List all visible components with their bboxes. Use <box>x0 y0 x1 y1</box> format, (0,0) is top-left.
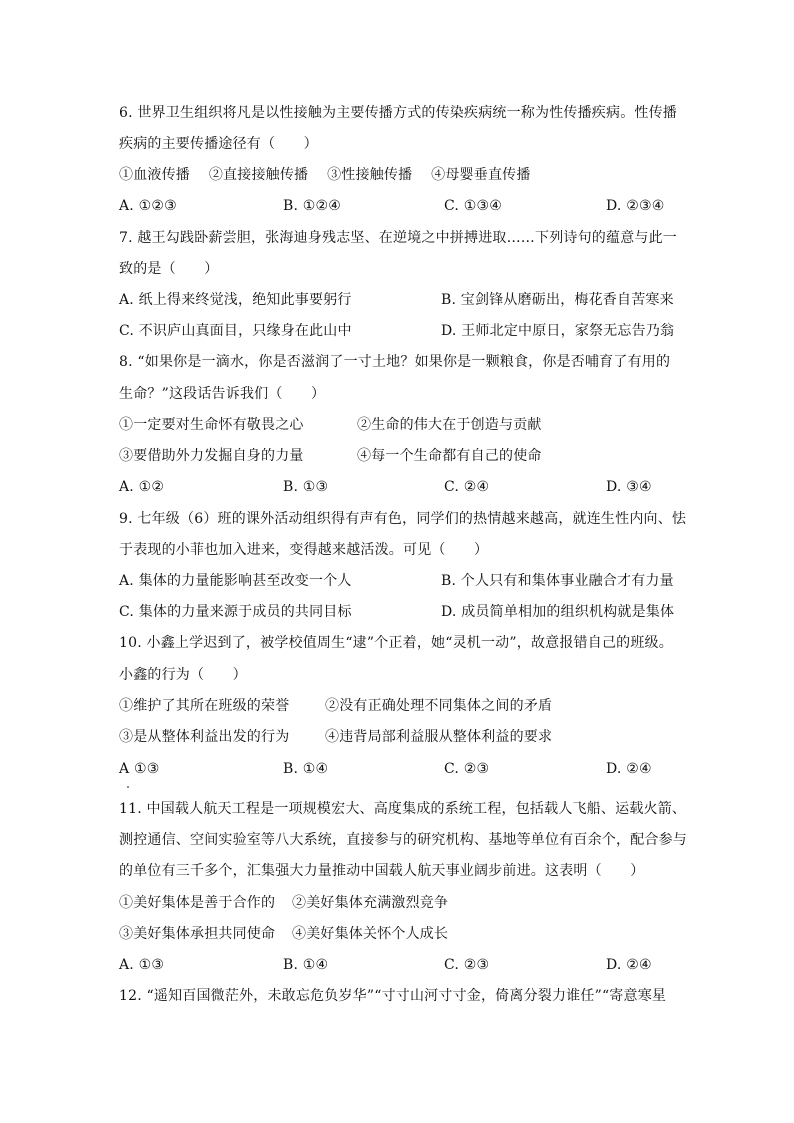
q10-stem-line1: 10. 小鑫上学迟到了，被学校值周生“逮”个正着，她“灵机一动”，故意报错自己的班级。 <box>119 635 673 651</box>
q9-option-b: B. 个人只有和集体事业融合才有力量 <box>441 573 674 589</box>
q10-item-3: ③是从整体利益出发的行为 <box>119 729 290 745</box>
stray-dot-mark <box>127 786 129 788</box>
q6-stem-line2: 疾病的主要传播途径有（ ） <box>119 136 318 152</box>
q6-option-b: B. ①②④ <box>283 198 342 214</box>
q12-stem-line1: 12. “遥知百国微茫外，未敢忘危负岁华”“寸寸山河寸寸金，倚离分裂力谁任”“寄意寒星 <box>119 988 667 1004</box>
q9-option-a: A. 集体的力量能影响甚至改变一个人 <box>119 573 352 589</box>
q8-option-d: D. ③④ <box>606 479 652 495</box>
q11-option-c: C. ②③ <box>444 957 490 973</box>
q8-option-a: A. ①② <box>119 479 165 495</box>
q11-stem-line3: 的单位有三千多个，汇集强大力量推动中国载人航天事业阔步前进。这表明（ ） <box>119 863 645 879</box>
q11-item-2: ②美好集体充满激烈竞争 <box>292 895 449 911</box>
q10-stem-line2: 小鑫的行为（ ） <box>119 667 247 683</box>
q9-option-d: D. 成员简单相加的组织机构就是集体 <box>441 604 675 620</box>
q11-stem-line1: 11. 中国载人航天工程是一项规模宏大、高度集成的系统工程，包括载人飞船、运载火箭、 <box>119 801 687 817</box>
q7-option-c: C. 不识庐山真面目，只缘身在此山中 <box>119 323 352 339</box>
q7-stem-line1: 7. 越王勾践卧薪尝胆，张海迪身残志坚、在逆境之中拼搏进取……下列诗句的蕴意与此一 <box>119 230 678 246</box>
q6-option-d: D. ②③④ <box>606 198 665 214</box>
q10-option-b: B. ①④ <box>283 761 329 777</box>
q8-stem-line2: 生命？”这段话告诉我们（ ） <box>119 386 326 402</box>
q7-option-d: D. 王师北定中原日，家祭无忘告乃翁 <box>441 323 675 339</box>
q6-option-c: C. ①③④ <box>444 198 502 214</box>
q6-items: ①血液传播 ②直接接触传播 ③性接触传播 ④母婴垂直传播 <box>119 167 531 183</box>
q11-item-1: ①美好集体是善于合作的 <box>119 895 276 911</box>
q9-option-c: C. 集体的力量来源于成员的共同目标 <box>119 604 352 620</box>
q11-option-d: D. ②④ <box>606 957 652 973</box>
q10-option-a: A ①③ <box>119 761 160 777</box>
q10-item-1: ①维护了其所在班级的荣誉 <box>119 698 290 714</box>
q11-option-a: A. ①③ <box>119 957 165 973</box>
q7-option-b: B. 宝剑锋从磨砺出，梅花香自苦寒来 <box>441 292 674 308</box>
q11-stem-line2: 测控通信、空间实验室等八大系统，直接参与的研究机构、基地等单位有百余个，配合参与 <box>119 832 687 848</box>
q6-stem-line1: 6. 世界卫生组织将凡是以性接触为主要传播方式的传染疾病统一称为性传播疾病。性传播 <box>119 105 678 121</box>
q8-item-4: ④每一个生命都有自己的使命 <box>357 448 542 464</box>
q11-option-b: B. ①④ <box>283 957 329 973</box>
q8-stem-line1: 8. “如果你是一滴水，你是否滋润了一寸土地？如果你是一颗粮食，你是否哺育了有用的 <box>119 354 671 370</box>
q8-item-3: ③要借助外力发掘自身的力量 <box>119 448 304 464</box>
q8-option-b: B. ①③ <box>283 479 329 495</box>
q11-item-3: ③美好集体承担共同使命 <box>119 926 276 942</box>
q8-option-c: C. ②④ <box>444 479 490 495</box>
q8-item-2: ②生命的伟大在于创造与贡献 <box>357 417 542 433</box>
q10-item-4: ④违背局部利益服从整体利益的要求 <box>325 729 553 745</box>
q10-item-2: ②没有正确处理不同集体之间的矛盾 <box>325 698 553 714</box>
q10-option-d: D. ②④ <box>606 761 652 777</box>
q9-stem-line2: 于表现的小菲也加入进来，变得越来越活泼。可见（ ） <box>119 542 489 558</box>
q7-option-a: A. 纸上得来终觉浅，绝知此事要躬行 <box>119 292 352 308</box>
q10-option-c: C. ②③ <box>444 761 490 777</box>
q6-option-a: A. ①②③ <box>119 198 177 214</box>
q7-stem-line2: 致的是（ ） <box>119 261 219 277</box>
q9-stem-line1: 9. 七年级（6）班的课外活动组织得有声有色，同学们的热情越来越高，就连生性内向、怯 <box>119 511 687 527</box>
q11-item-4: ④美好集体关怀个人成长 <box>292 926 449 942</box>
q8-item-1: ①一定要对生命怀有敬畏之心 <box>119 417 304 433</box>
